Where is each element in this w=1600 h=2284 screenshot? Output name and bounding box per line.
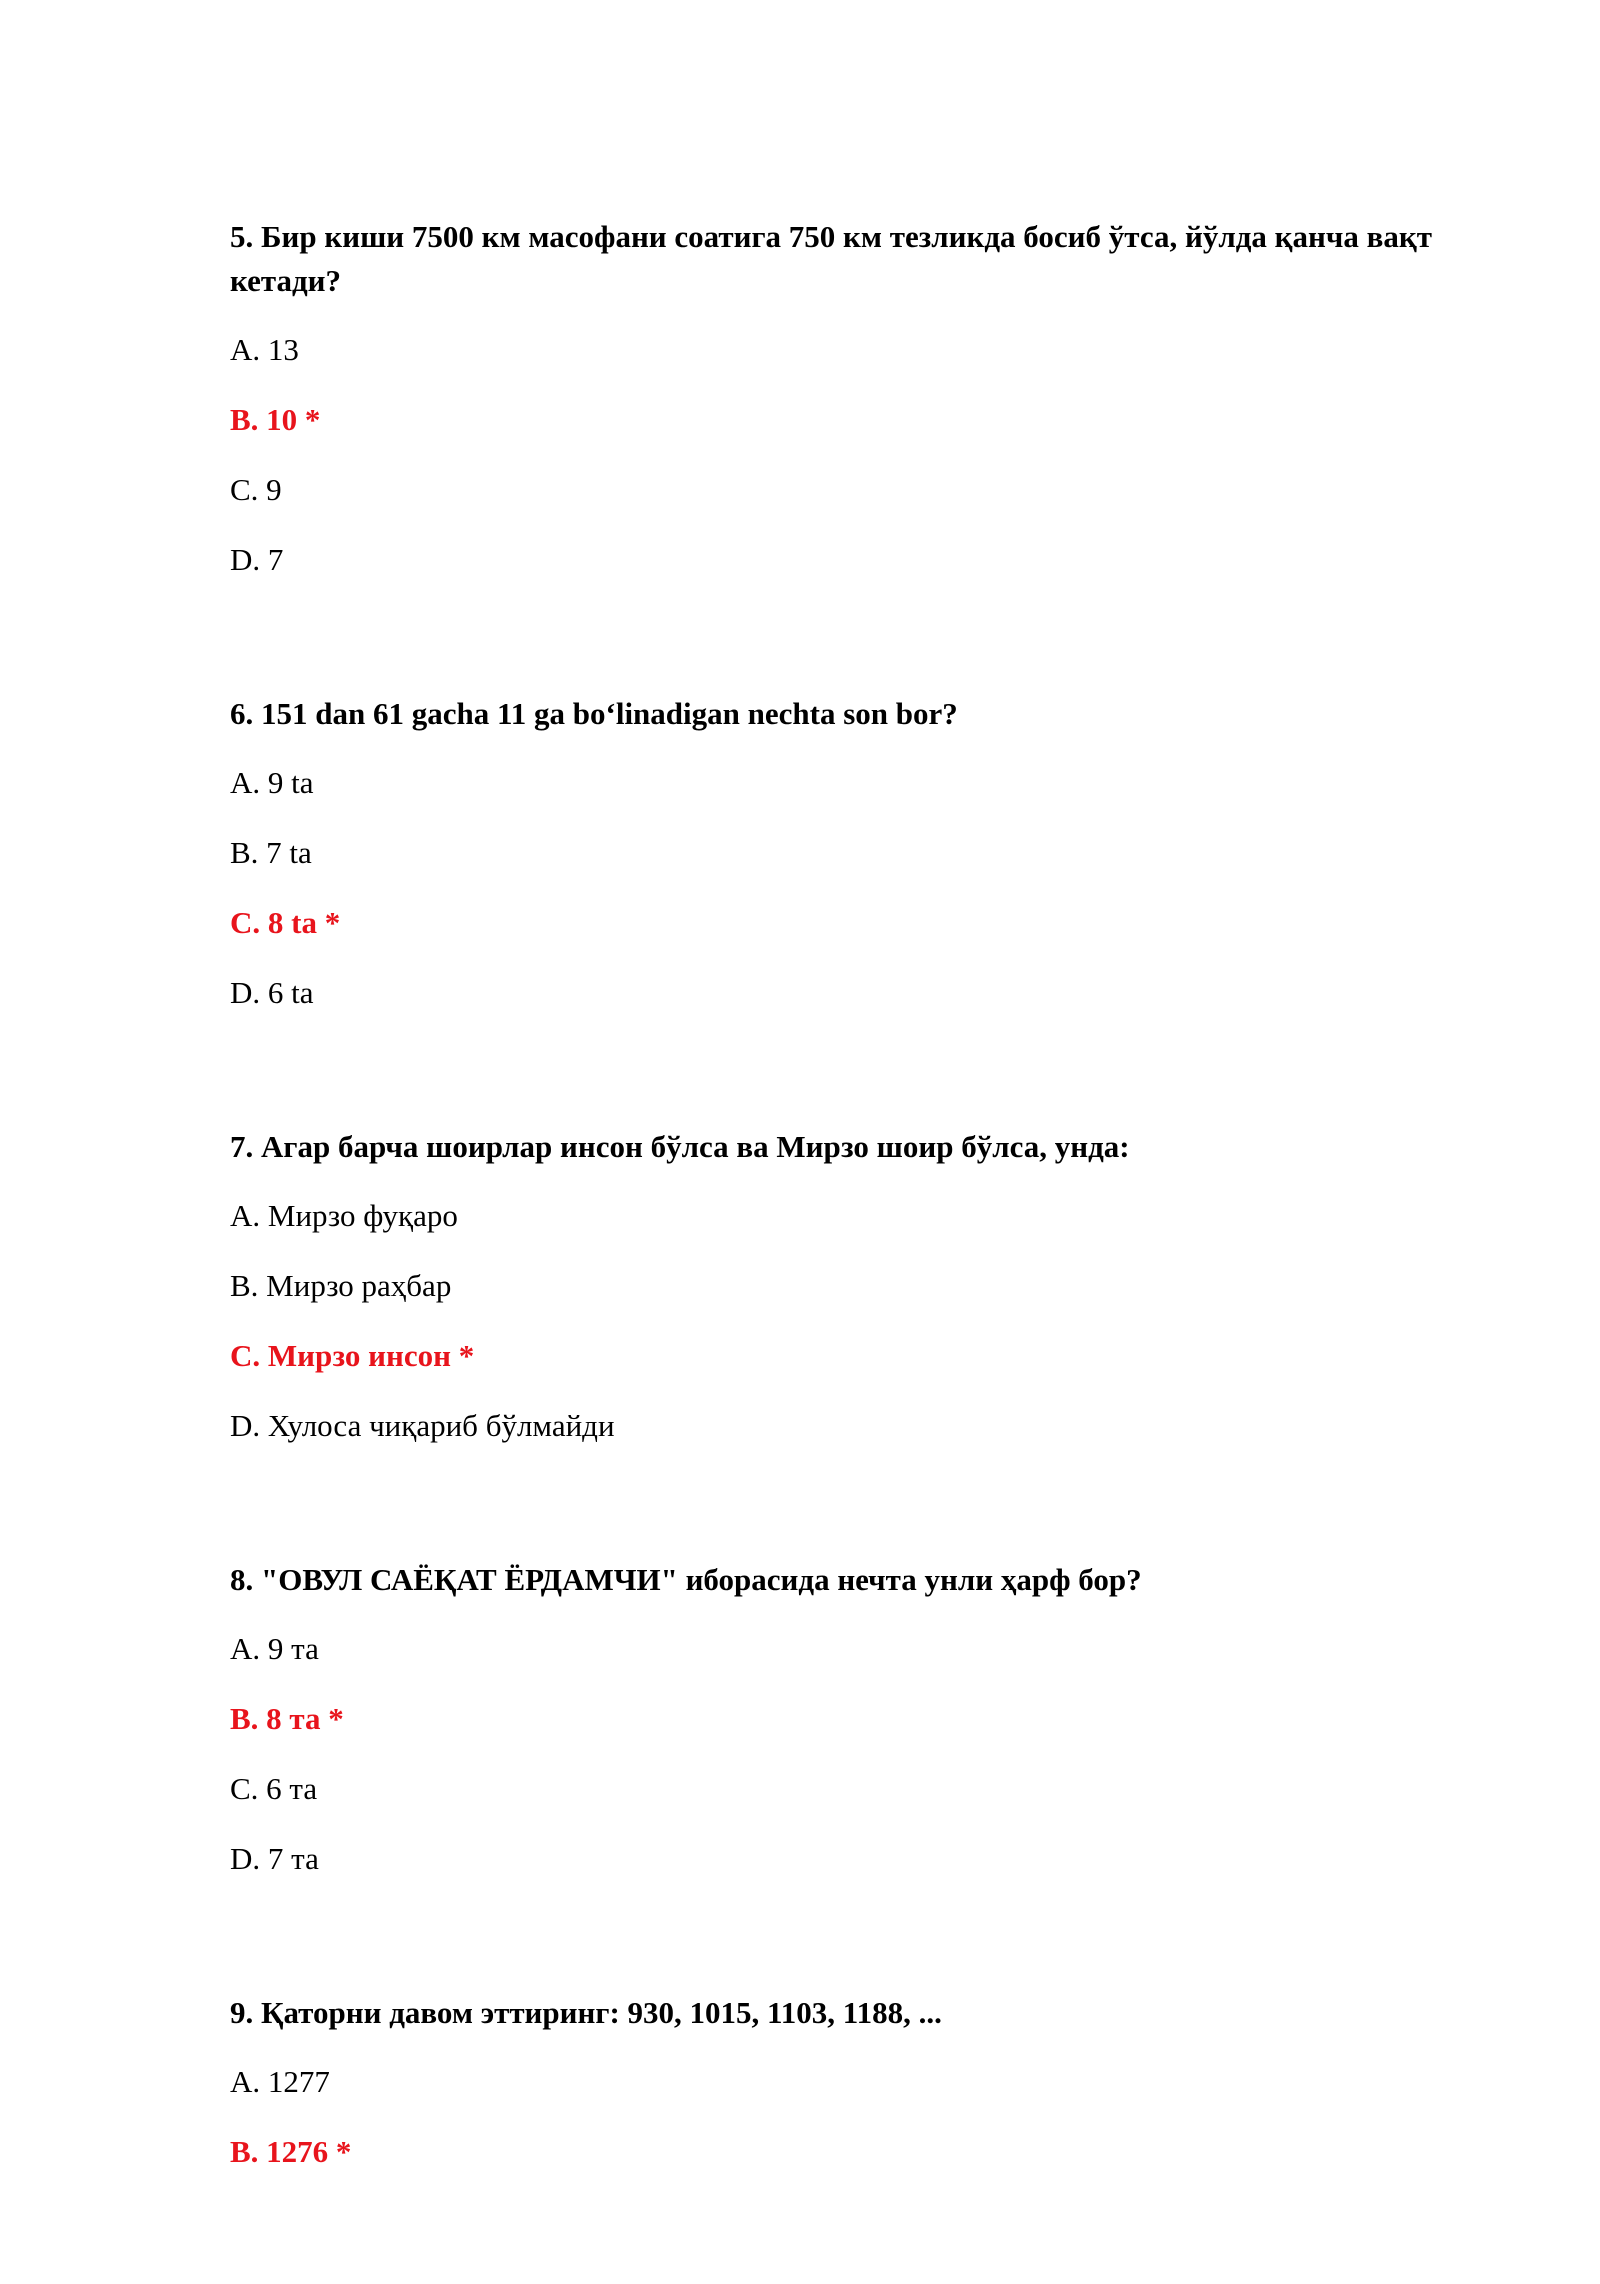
- question-text: 6. 151 dan 61 gacha 11 ga bo‘linadigan nechta son bor?: [230, 696, 958, 731]
- question-text: 9. Қаторни давом эттиринг: 930, 1015, 1103, 1188, ...: [230, 1995, 942, 2030]
- option-a: A. Мирзо фуқаро: [230, 1198, 458, 1233]
- option-a: A. 13: [230, 332, 299, 367]
- option-d: D. Хулоса чиқариб бўлмайди: [230, 1408, 615, 1443]
- option-b-correct: B. 10 *: [230, 402, 321, 437]
- option-c-correct: C. 8 ta *: [230, 905, 341, 940]
- option-b: B. Мирзо раҳбар: [230, 1268, 452, 1303]
- question-7: [230, 1125, 1520, 1448]
- question-text: 5. Бир киши 7500 км масофани соатига 750 км тезликда босиб ўтса, йўлда қанча вақт кетади?: [230, 219, 1432, 298]
- option-b-correct: B. 8 та *: [230, 1701, 344, 1736]
- question-text: 7. Агар барча шоирлар инсон бўлса ва Мирзо шоир бўлса, унда:: [230, 1129, 1130, 1164]
- option-d: D. 6 ta: [230, 975, 314, 1010]
- question-5: [230, 215, 1520, 582]
- option-c: C. 6 та: [230, 1771, 318, 1806]
- question-8: [230, 1558, 1520, 1881]
- question-6: [230, 692, 1520, 1015]
- option-a: A. 9 ta: [230, 765, 314, 800]
- option-b-correct: B. 1276 *: [230, 2134, 352, 2169]
- option-d: D. 7: [230, 542, 284, 577]
- option-d: D. 7 та: [230, 1841, 319, 1876]
- option-c-correct: C. Мирзо инсон *: [230, 1338, 475, 1373]
- option-a: A. 9 та: [230, 1631, 319, 1666]
- option-a: A. 1277: [230, 2064, 330, 2099]
- option-c: C. 9: [230, 472, 282, 507]
- option-b: B. 7 ta: [230, 835, 312, 870]
- document-page: [230, 215, 1520, 2284]
- question-9: [230, 1991, 1520, 2174]
- question-text: 8. "ОВУЛ САЁҚАТ ЁРДАМЧИ" иборасида нечта унли ҳарф бор?: [230, 1562, 1142, 1597]
